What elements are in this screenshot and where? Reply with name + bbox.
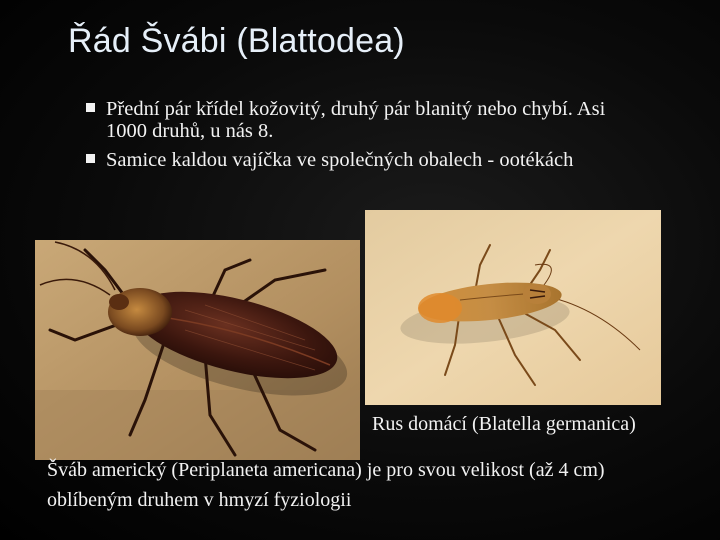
bullet-text: Přední pár křídel kožovitý, druhý pár blanitý nebo chybí. Asi 1000 druhů, u nás 8. [106, 98, 606, 142]
german-cockroach-photo [365, 210, 661, 405]
square-bullet-icon [86, 103, 95, 112]
bullet-item [88, 149, 648, 171]
slide-title: Řád Švábi (Blattodea) [68, 22, 405, 60]
bullet-list [88, 98, 648, 178]
american-cockroach-caption: Šváb americký (Periplaneta americana) je pro svou velikost (až 4 cm) oblíbeným druhem v hmyzí fyziologii [47, 459, 605, 511]
square-bullet-icon [86, 154, 95, 163]
bullet-text: Samice kaldou vajíčka ve společných obalech - ootékách [106, 149, 574, 171]
german-cockroach-caption: Rus domácí (Blatella germanica) [372, 413, 636, 435]
american-cockroach-photo [35, 240, 360, 460]
bullet-item [88, 98, 648, 142]
